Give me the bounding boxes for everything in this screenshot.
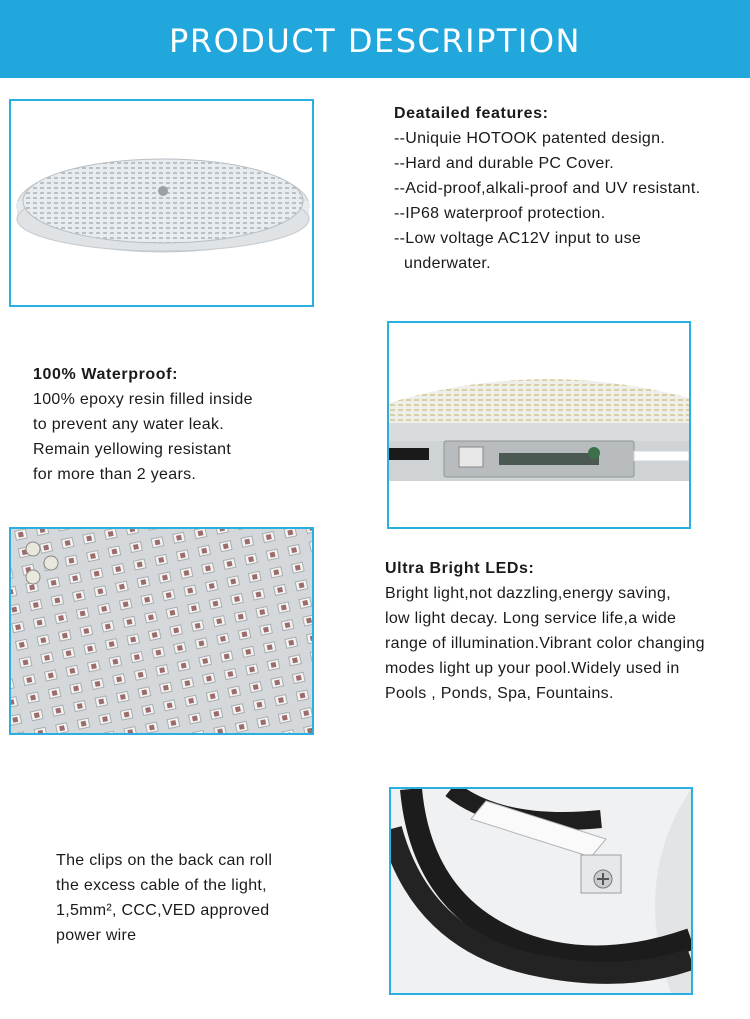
lamp-cutaway-image — [387, 321, 691, 529]
clips-line: The clips on the back can roll — [56, 852, 273, 869]
leds-line: low light decay. Long service life,a wide — [385, 610, 677, 627]
header-banner — [0, 0, 750, 78]
waterproof-section — [33, 362, 253, 487]
feature-line: underwater. — [404, 255, 491, 272]
waterproof-line: for more than 2 years. — [33, 466, 197, 483]
leds-line: modes light up your pool.Widely used in — [385, 660, 680, 677]
waterproof-heading: 100% Waterproof: — [33, 366, 179, 383]
features-heading: Deatailed features: — [394, 105, 549, 122]
feature-line: --Low voltage AC12V input to use — [394, 230, 642, 247]
leds-line: Bright light,not dazzling,energy saving, — [385, 585, 671, 602]
clips-line: power wire — [56, 927, 137, 944]
leds-line: range of illumination.Vibrant color changing — [385, 635, 705, 652]
back-clips-cable-image — [389, 787, 693, 995]
feature-line: --Acid-proof,alkali-proof and UV resistant. — [394, 180, 701, 197]
feature-line: --Hard and durable PC Cover. — [394, 155, 615, 172]
leds-line: Pools , Ponds, Spa, Fountains. — [385, 685, 614, 702]
feature-line: --Uniquie HOTOOK patented design. — [394, 130, 666, 147]
waterproof-line: to prevent any water leak. — [33, 416, 225, 433]
waterproof-line: 100% epoxy resin filled inside — [33, 391, 253, 408]
lamp-top-view-image — [9, 99, 314, 307]
clips-line: the excess cable of the light, — [56, 877, 267, 894]
led-closeup-image — [9, 527, 314, 735]
waterproof-line: Remain yellowing resistant — [33, 441, 232, 458]
leds-section — [385, 556, 705, 706]
feature-line: --IP68 waterproof protection. — [394, 205, 606, 222]
banner-title: PRODUCT DESCRIPTION — [169, 22, 581, 60]
clips-section — [56, 848, 272, 948]
leds-heading: Ultra Bright LEDs: — [385, 560, 535, 577]
features-section — [394, 101, 700, 276]
clips-line: 1,5mm², CCC,VED approved — [56, 902, 270, 919]
